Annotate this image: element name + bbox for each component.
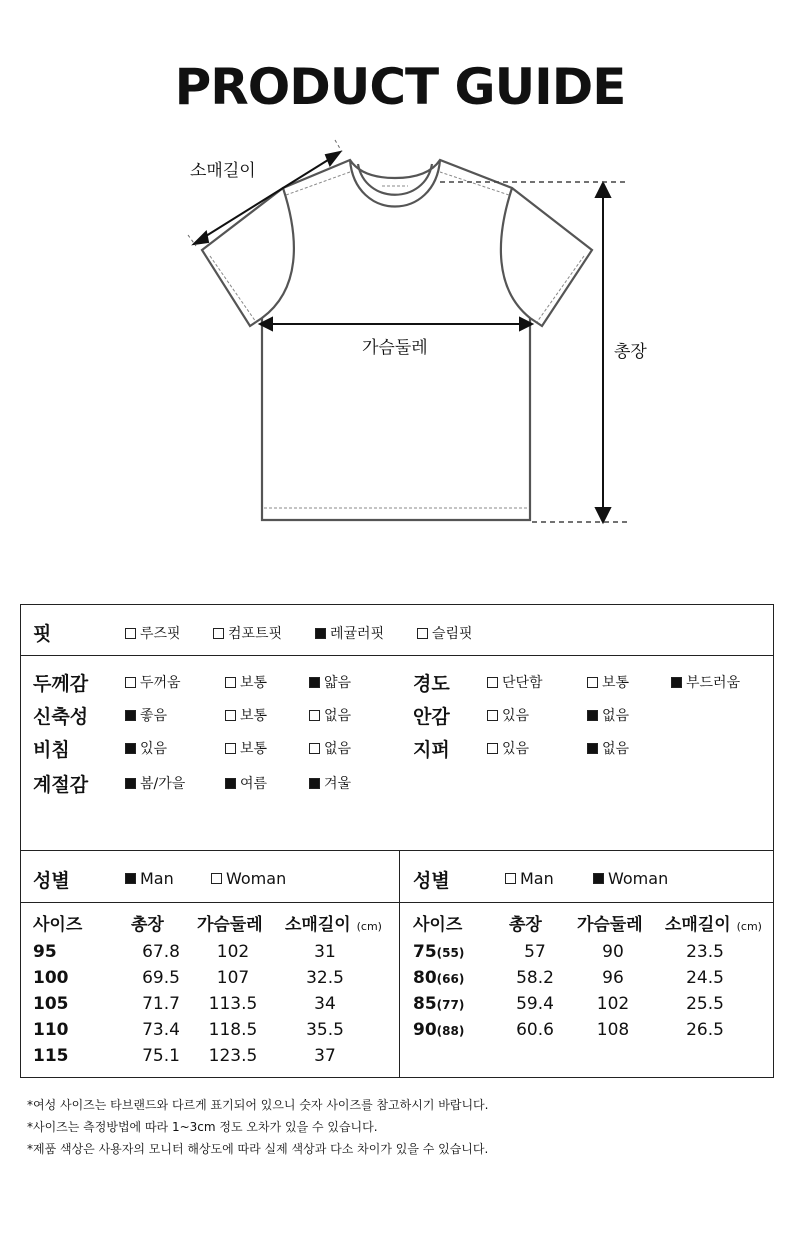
page-title: PRODUCT GUIDE (174, 58, 626, 116)
size-cell: 85(77) (413, 994, 465, 1014)
fit-option: 루즈핏 (125, 623, 181, 643)
checkbox-checked (315, 628, 326, 639)
fit-option: 컴포트핏 (213, 623, 282, 643)
checkbox-checked (671, 677, 682, 688)
checkbox (211, 873, 222, 884)
spec-table (20, 604, 774, 1078)
sleeve-cell: 37 (314, 1046, 336, 1066)
property-label: 경도 (413, 673, 450, 695)
checkbox-checked (125, 778, 136, 789)
checkbox (587, 677, 598, 688)
property-option: 보통 (225, 738, 267, 758)
property-label: 계절감 (33, 774, 89, 796)
checkbox (505, 873, 516, 884)
property-option: 있음 (487, 738, 529, 758)
length-cell: 60.6 (516, 1020, 554, 1040)
property-option: 있음 (125, 738, 167, 758)
column-header: 소매길이 (cm) (285, 915, 382, 935)
length-cell: 58.2 (516, 968, 554, 988)
fit-label: 핏 (33, 623, 52, 645)
checkbox (213, 628, 224, 639)
sleeve-cell: 32.5 (306, 968, 344, 988)
checkbox (125, 677, 136, 688)
gender-option: Woman (211, 869, 286, 888)
size-cell: 115 (33, 1046, 69, 1066)
fit-option: 슬림핏 (417, 623, 473, 643)
column-header: 가슴둘레 (197, 915, 263, 935)
size-cell: 95 (33, 942, 57, 962)
checkbox (417, 628, 428, 639)
checkbox-checked (125, 743, 136, 754)
chest-cell: 108 (596, 1020, 630, 1040)
property-option: 없음 (309, 738, 351, 758)
property-option: 없음 (587, 738, 629, 758)
length-cell: 57 (524, 942, 546, 962)
checkbox-checked (587, 710, 598, 721)
tshirt-diagram (0, 130, 800, 530)
property-option: 여름 (225, 773, 267, 793)
checkbox-checked (593, 873, 604, 884)
length-cell: 71.7 (142, 994, 180, 1014)
chest-cell: 107 (216, 968, 250, 988)
property-option: 보통 (225, 672, 267, 692)
size-cell: 80(66) (413, 968, 465, 988)
column-header: 총장 (131, 915, 164, 935)
column-header: 소매길이 (cm) (665, 915, 762, 935)
property-option: 부드러움 (671, 672, 740, 692)
chest-cell: 102 (596, 994, 630, 1014)
total-length-label: 총장 (614, 342, 647, 362)
notes (27, 1094, 488, 1160)
sleeve-cell: 24.5 (686, 968, 724, 988)
property-option: 봄/가을 (125, 773, 185, 793)
checkbox (487, 743, 498, 754)
column-header: 사이즈 (33, 915, 83, 935)
chest-cell: 113.5 (208, 994, 258, 1014)
note-line: *여성 사이즈는 타브랜드와 다르게 표기되어 있으니 숫자 사이즈를 참고하시기 바랍니다. (27, 1098, 489, 1112)
chest-cell: 96 (602, 968, 624, 988)
checkbox (309, 743, 320, 754)
length-cell: 69.5 (142, 968, 180, 988)
column-header: 사이즈 (413, 915, 463, 935)
property-label: 두께감 (33, 673, 89, 695)
gender-label: 성별 (33, 870, 70, 892)
fit-option: 레귤러핏 (315, 623, 384, 643)
length-cell: 73.4 (142, 1020, 180, 1040)
checkbox (125, 628, 136, 639)
sleeve-cell: 26.5 (686, 1020, 724, 1040)
checkbox (225, 743, 236, 754)
sleeve-cell: 34 (314, 994, 336, 1014)
sleeve-length-label: 소매길이 (190, 161, 256, 181)
size-cell: 110 (33, 1020, 69, 1040)
chest-label: 가슴둘레 (362, 338, 428, 358)
gender-option: Man (125, 869, 174, 888)
column-header: 총장 (509, 915, 542, 935)
property-label: 신축성 (33, 706, 89, 728)
checkbox (225, 677, 236, 688)
length-cell: 59.4 (516, 994, 554, 1014)
checkbox (225, 710, 236, 721)
sleeve-cell: 35.5 (306, 1020, 344, 1040)
chest-cell: 90 (602, 942, 624, 962)
property-option: 보통 (587, 672, 629, 692)
property-option: 보통 (225, 705, 267, 725)
note-line: *사이즈는 측정방법에 따라 1~3cm 정도 오차가 있을 수 있습니다. (27, 1120, 378, 1134)
sleeve-cell: 31 (314, 942, 336, 962)
size-cell: 90(88) (413, 1020, 465, 1040)
size-cell: 105 (33, 994, 69, 1014)
property-option: 없음 (309, 705, 351, 725)
checkbox-checked (225, 778, 236, 789)
checkbox (487, 710, 498, 721)
property-label: 안감 (413, 706, 450, 728)
property-option: 있음 (487, 705, 529, 725)
checkbox-checked (125, 710, 136, 721)
size-cell: 100 (33, 968, 69, 988)
gender-label: 성별 (413, 870, 450, 892)
column-header: 가슴둘레 (577, 915, 643, 935)
property-option: 두꺼움 (125, 672, 181, 692)
property-label: 비침 (33, 739, 70, 761)
length-cell: 75.1 (142, 1046, 180, 1066)
property-option: 얇음 (309, 672, 351, 692)
length-cell: 67.8 (142, 942, 180, 962)
checkbox (487, 677, 498, 688)
checkbox (309, 710, 320, 721)
property-option: 없음 (587, 705, 629, 725)
size-cell: 75(55) (413, 942, 465, 962)
property-option: 겨울 (309, 773, 351, 793)
checkbox-checked (125, 873, 136, 884)
gender-option: Woman (593, 869, 668, 888)
sleeve-cell: 23.5 (686, 942, 724, 962)
checkbox-checked (587, 743, 598, 754)
collar (358, 164, 432, 195)
property-option: 단단함 (487, 672, 543, 692)
checkbox-checked (309, 677, 320, 688)
property-label: 지퍼 (413, 739, 450, 761)
checkbox-checked (309, 778, 320, 789)
gender-option: Man (505, 869, 554, 888)
chest-cell: 123.5 (208, 1046, 258, 1066)
chest-cell: 118.5 (208, 1020, 258, 1040)
note-line: *제품 색상은 사용자의 모니터 해상도에 따라 실제 색상과 다소 차이가 있을 수 있습니다. (27, 1142, 489, 1156)
sleeve-cell: 25.5 (686, 994, 724, 1014)
property-option: 좋음 (125, 705, 167, 725)
chest-cell: 102 (216, 942, 250, 962)
